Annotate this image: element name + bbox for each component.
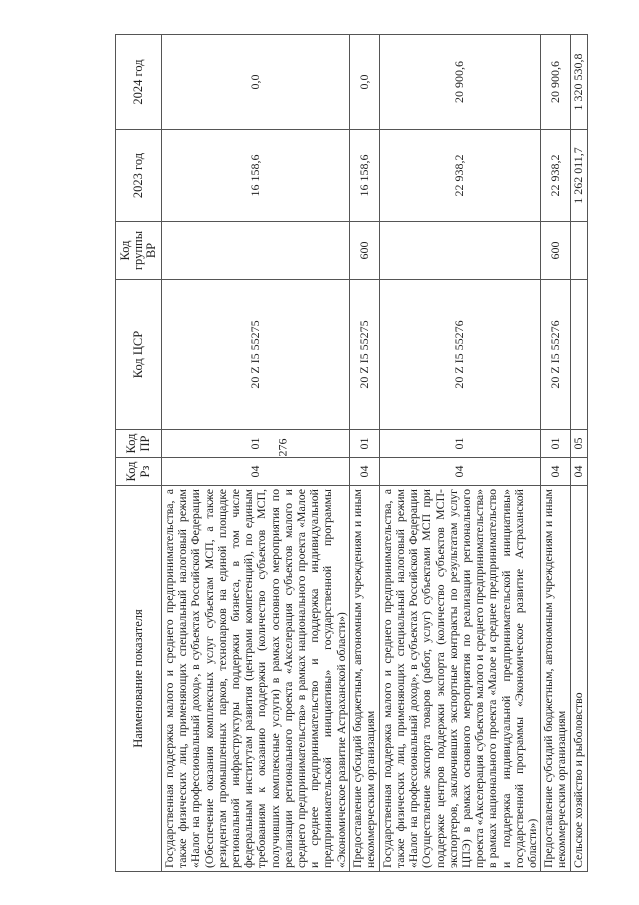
budget-table [115,34,588,872]
row-csr: 20 Z I5 55276 [541,280,571,430]
page-number: 276 [275,438,290,457]
row-rz: 04 [349,458,379,486]
row-2023: 16 158,6 [349,130,379,222]
row-rz: 04 [162,458,350,486]
row-2023: 22 938,2 [379,130,540,222]
row-2024: 0,0 [162,35,350,130]
row-vr [162,222,350,280]
row-pr: 01 [379,430,540,458]
row-csr: 20 Z I5 55276 [379,280,540,430]
row-2024: 1 320 530,8 [571,35,587,130]
row-vr [379,222,540,280]
header-csr: Код ЦСР [116,280,162,430]
table-row [162,35,350,872]
row-rz: 04 [571,458,587,486]
header-name: Наименование показателя [116,486,162,872]
row-2023: 16 158,6 [162,130,350,222]
table-row [541,35,571,872]
row-name: Предоставление субсидий бюджетным, автономным учреждениям и иным некоммерческим организациям [349,486,379,872]
header-vr: Код группы ВР [116,222,162,280]
table-row [571,35,587,872]
row-name: Государственная поддержка малого и среднего предпринимательства, а также физических лиц, применяющих специальный налоговый режим «Налог на профессиональный доход», в субъектах Российской Федерации (Обеспечение оказания комплексных услуг субъектам МСП, а также резидентам промышленных парков, технопарков на единой площадке региональной инфраструктуры поддержки бизнеса, в том числе федеральным институтам развития (центрами компетенций), по единым требованиям к оказанию поддержки (количество субъектов МСП, получивших комплексные услуги) в рамках основного мероприятия по реализации регионального проекта «Акселерация субъектов малого и среднего предпринимательства» в рамках национального проекта «Малое и среднее предпринимательство и поддержка индивидуальной предпринимательской инициативы» государственной программы «Экономическое развитие Астраханской области») [162,486,350,872]
row-pr: 05 [571,430,587,458]
row-vr [571,222,587,280]
row-pr: 01 [349,430,379,458]
row-2023: 22 938,2 [541,130,571,222]
table-row [379,35,540,872]
row-2023: 1 262 011,7 [571,130,587,222]
row-name: Сельское хозяйство и рыболовство [571,486,587,872]
row-2024: 20 900,6 [379,35,540,130]
row-pr: 01 [162,430,350,458]
row-vr: 600 [349,222,379,280]
row-csr: 20 Z I5 55275 [162,280,350,430]
row-rz: 04 [379,458,540,486]
header-pr: Код ПР [116,430,162,458]
row-name: Предоставление субсидий бюджетным, автономным учреждениям и иным некоммерческим организациям [541,486,571,872]
row-csr: 20 Z I5 55275 [349,280,379,430]
row-vr: 600 [541,222,571,280]
row-rz: 04 [541,458,571,486]
row-csr [571,280,587,430]
rotated-page [115,35,586,872]
header-rz: Код Рз [116,458,162,486]
row-2024: 0,0 [349,35,379,130]
row-2024: 20 900,6 [541,35,571,130]
row-pr: 01 [541,430,571,458]
header-row [116,35,162,872]
row-name: Государственная поддержка малого и среднего предпринимательства, а также физических лиц, применяющих специальный налоговый режим «Налог на профессиональный доход», в субъектах Российской Федерации (Осуществление экспорта товаров (работ, услуг) субъектами МСП при поддержке центров поддержки экспорта (количество субъектов МСП-экспортеров, заключивших экспортные контракты по результатам услуг ЦПЭ) в рамках основного мероприятия по реализации регионального проекта «Акселерация субъектов малого и среднего предпринимательства» в рамках национального проекта «Малое и среднее предпринимательство и поддержка индивидуальной предпринимательской инициативы» государственной программы «Экономическое развитие Астраханской области») [379,486,540,872]
header-2024: 2024 год [116,35,162,130]
header-2023: 2023 год [116,130,162,222]
table-row [349,35,379,872]
